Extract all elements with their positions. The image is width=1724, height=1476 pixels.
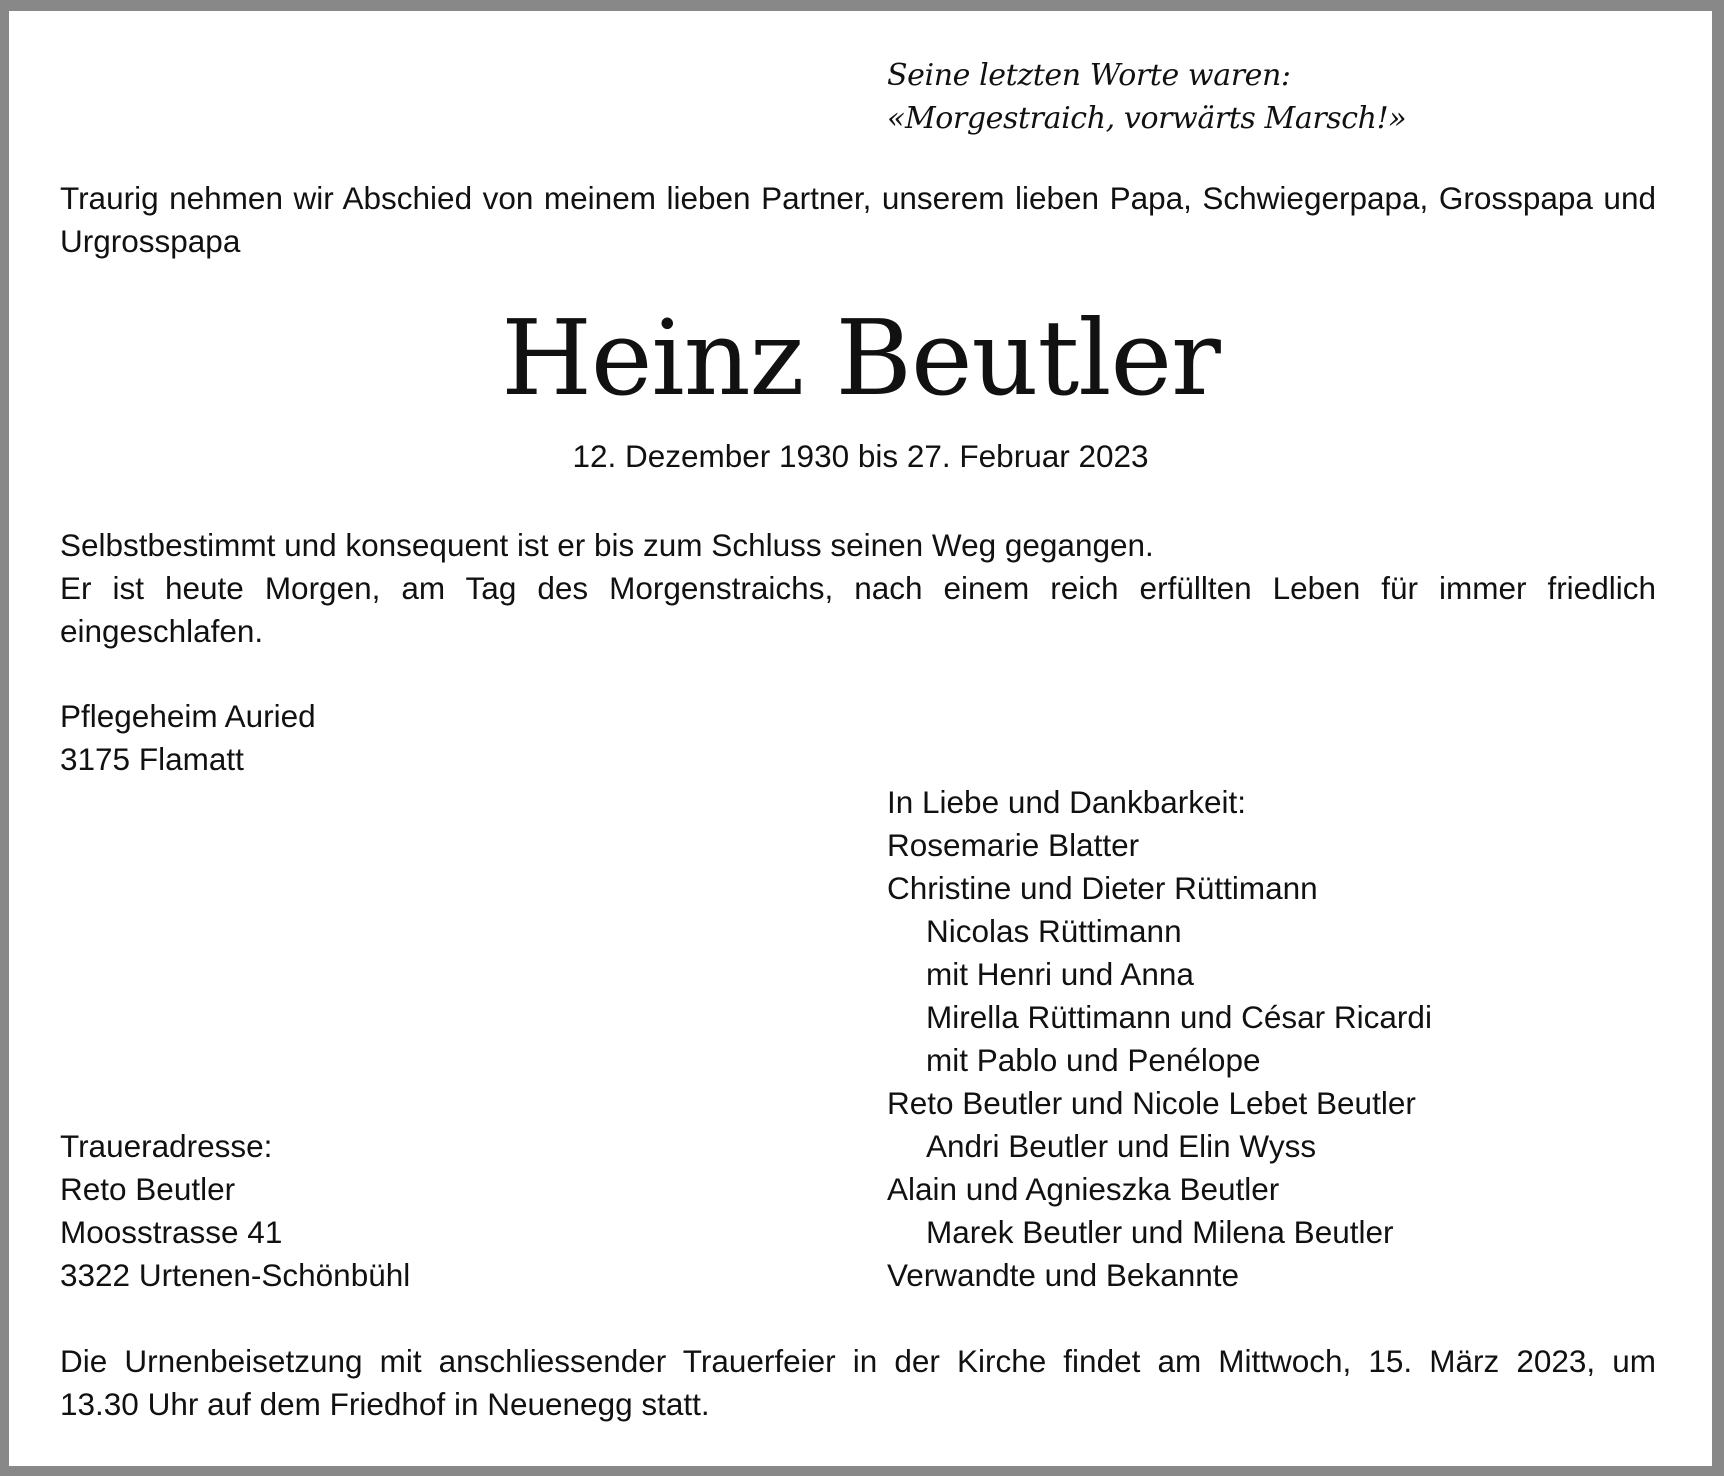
intro-line-2: Urgrosspapa — [60, 223, 241, 259]
life-dates: 12. Dezember 1930 bis 27. Februar 2023 — [572, 438, 1149, 474]
mourner-entry: Marek Beutler und Milena Beutler — [926, 1214, 1394, 1250]
ceremony-line-1: Die Urnenbeisetzung mit anschliessender Trauerfeier in der Kirche findet am Mittwoch, 15. März 2023, um — [60, 1343, 1656, 1379]
care-home-city: 3175 Flamatt — [60, 741, 244, 777]
mourner-entry: Andri Beutler und Elin Wyss — [926, 1128, 1317, 1164]
mourners-list — [887, 824, 1432, 1297]
mourner-entry: mit Henri und Anna — [926, 956, 1194, 992]
mourning-address-street: Moosstrasse 41 — [60, 1214, 283, 1250]
last-words-label: Seine letzten Worte waren: — [887, 58, 1291, 93]
message-line-1: Selbstbestimmt und konsequent ist er bis zum Schluss seinen Weg gegangen. — [60, 527, 1154, 563]
mourner-entry: mit Pablo und Penélope — [926, 1042, 1261, 1078]
intro-text — [60, 177, 1656, 220]
ceremony-line-1-wrap — [60, 1340, 1656, 1383]
last-words-quote: «Morgestraich, vorwärts Marsch!» — [887, 101, 1407, 136]
mourner-entry: Alain und Agnieszka Beutler — [887, 1171, 1280, 1207]
mourner-entry: Mirella Rüttimann und César Ricardi — [926, 999, 1432, 1035]
mourning-address-name: Reto Beutler — [60, 1171, 236, 1207]
mourning-address-city: 3322 Urtenen-Schönbühl — [60, 1257, 411, 1293]
mourner-entry: Nicolas Rüttimann — [926, 913, 1182, 949]
message-line-3: eingeschlafen. — [60, 613, 264, 649]
mourner-entry: Verwandte und Bekannte — [887, 1257, 1240, 1293]
message-line-2-wrap — [60, 567, 1656, 610]
mourning-address-label: Traueradresse: — [60, 1128, 273, 1164]
deceased-name: Heinz Beutler — [501, 297, 1220, 419]
ceremony-line-2: 13.30 Uhr auf dem Friedhof in Neuenegg statt. — [60, 1386, 710, 1422]
mourners-heading: In Liebe und Dankbarkeit: — [887, 784, 1246, 820]
mourner-entry: Rosemarie Blatter — [887, 827, 1140, 863]
mourner-entry: Christine und Dieter Rüttimann — [887, 870, 1318, 906]
message-line-2: Er ist heute Morgen, am Tag des Morgenstraichs, nach einem reich erfüllten Leben für immer friedlich — [60, 570, 1656, 606]
mourner-entry: Reto Beutler und Nicole Lebet Beutler — [887, 1085, 1416, 1121]
care-home-name: Pflegeheim Auried — [60, 698, 316, 734]
intro-line-1: Traurig nehmen wir Abschied von meinem lieben Partner, unserem lieben Papa, Schwiegerpapa, Grosspapa und — [60, 180, 1656, 216]
obituary-page — [9, 11, 1712, 1466]
